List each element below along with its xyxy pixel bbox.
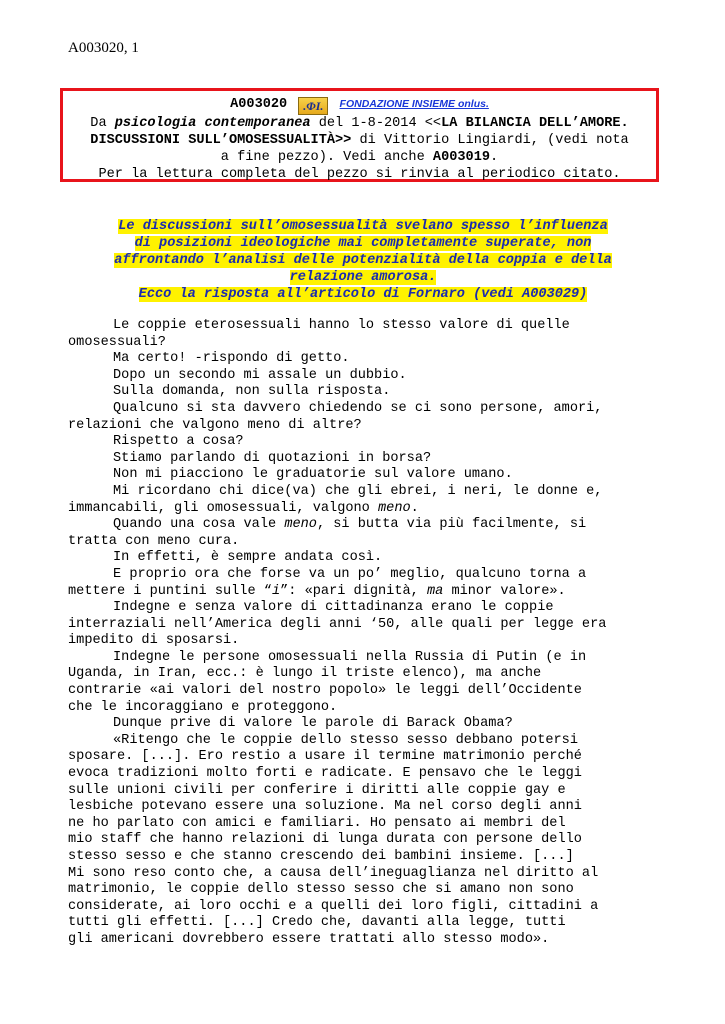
header-line-1: [63, 96, 656, 115]
quote-line: lesbiche potevano essere una soluzione. Ma nel corso degli anni: [68, 799, 582, 815]
body-line: Ma certo! -rispondo di getto.: [113, 351, 350, 367]
header-date: del 1-8-2014 <<: [310, 116, 442, 131]
body-line: contrarie «ai valori del nostro popolo» le leggi dell’Occidente: [68, 683, 582, 699]
quote-line: «Ritengo che le coppie dello stesso sesso debbano potersi: [113, 732, 578, 748]
body-line: Uganda, in Iran, ecc.: è lungo il triste elenco), ma anche: [68, 666, 542, 682]
header-text: Da: [90, 116, 115, 131]
body-line: Le coppie eterosessuali hanno lo stesso valore di quelle: [113, 318, 570, 333]
foundation-logo-icon: .ΦI.: [298, 97, 328, 115]
body-line: Mi ricordano chi dice(va) che gli ebrei, i neri, le donne e,: [113, 483, 603, 499]
body-italic-run: meno: [378, 500, 411, 516]
related-document-ref: A003019: [432, 150, 491, 165]
body-line: tratta con meno cura.: [68, 533, 240, 549]
body-text-run: , si butta via più facilmente, si: [316, 517, 587, 533]
header-text: a fine pezzo). Vedi anche: [220, 150, 433, 165]
body-line: Dunque prive di valore le parole di Barack Obama?: [113, 716, 513, 732]
header-line-5: Per la lettura completa del pezzo si rinvia al periodico citato.: [98, 167, 621, 182]
body-line: Sulla domanda, non sulla risposta.: [113, 384, 391, 400]
body-text-run: ”: «pari dignità,: [280, 583, 427, 599]
body-italic-run: meno: [284, 517, 317, 533]
header-line-4: [63, 149, 656, 166]
article-title-part-1: LA BILANCIA DELL’AMORE.: [441, 116, 629, 131]
body-italic-run: ma: [426, 583, 444, 599]
body-line: In effetti, è sempre andata così.: [113, 550, 383, 566]
body-text-run: immancabili, gli omosessuali, valgono: [68, 500, 378, 516]
body-line: E proprio ora che forse va un po’ meglio, qualcuno torna a: [113, 566, 587, 582]
header-line-3: [63, 132, 656, 149]
quote-line: mio staff che hanno relazioni di lunga durata con persone dello: [68, 832, 582, 848]
body-line: Rispetto a cosa?: [113, 434, 244, 450]
quote-line: sulle unioni civili per conferire i diritti alle coppie gay e: [68, 782, 566, 798]
quote-line: sposare. [...]. Ero restio a usare il termine matrimonio perché: [68, 749, 582, 765]
body-text-run: Quando una cosa vale: [113, 517, 285, 533]
quote-line: gli americani dovrebbero essere trattati allo stesso modo».: [68, 931, 550, 947]
body-text-run: mettere i puntini sulle “: [68, 583, 272, 599]
abstract-highlight: [60, 218, 666, 303]
abstract-line: Le discussioni sull’omosessualità svelano spesso l’influenza: [118, 219, 608, 234]
body-line: Dopo un secondo mi assale un dubbio.: [113, 367, 407, 383]
body-line: Indegne le persone omosessuali nella Russia di Putin (e in: [113, 649, 587, 665]
article-title-part-2: DISCUSSIONI SULL’OMOSESSUALITÀ>>: [90, 133, 352, 148]
body-line: Qualcuno si sta davvero chiedendo se ci sono persone, amori,: [113, 400, 603, 416]
source-periodical: psicologia contemporanea: [114, 116, 311, 131]
body-line: [68, 517, 668, 534]
quote-line: matrimonio, le coppie dello stesso sesso che si amano non sono: [68, 882, 574, 898]
body-line: interraziali nell’America degli anni ‘50, alle quali per legge era: [68, 616, 607, 632]
body-italic-run: i: [271, 583, 281, 599]
document-header-box: [60, 88, 659, 182]
abstract-line: relazione amorosa.: [289, 270, 437, 285]
body-line: relazioni che valgono meno di altre?: [68, 417, 362, 433]
article-author: di Vittorio Lingiardi, (vedi nota: [351, 133, 629, 148]
quote-line: tutti gli effetti. [...] Credo che, davanti alla legge, tutti: [68, 915, 566, 931]
header-text: .: [490, 150, 499, 165]
body-line: [68, 501, 668, 518]
quote-line: Mi sono reso conto che, a causa dell’ineguaglianza nel diritto al: [68, 865, 599, 881]
body-text-run: minor valore».: [443, 583, 566, 599]
quote-line: ne ho parlato con amici e familiari. Ho pensato ai membri del: [68, 815, 566, 831]
abstract-line: affrontando l’analisi delle potenzialità della coppia e della: [114, 253, 612, 268]
page-reference: A003020, 1: [68, 40, 139, 56]
body-line: Stiamo parlando di quotazioni in borsa?: [113, 450, 432, 466]
quote-line: evoca tradizioni molto forti e radicate. E pensavo che le leggi: [68, 766, 582, 782]
body-line: Indegne e senza valore di cittadinanza erano le coppie: [113, 600, 554, 616]
abstract-line: di posizioni ideologiche mai completamente superate, non: [134, 236, 592, 251]
body-text-run: .: [410, 500, 419, 516]
body-line: omosessuali?: [68, 334, 166, 350]
article-body: [68, 318, 668, 949]
foundation-link[interactable]: FONDAZIONE INSIEME onlus.: [339, 98, 489, 110]
body-line: che le incoraggiano e proteggono.: [68, 699, 338, 715]
header-line-2: [63, 115, 656, 132]
body-line: impedito di sposarsi.: [68, 633, 240, 649]
body-line: [68, 584, 668, 601]
quote-line: considerate, ai loro occhi e a quelli dei loro figli, cittadini a: [68, 898, 599, 914]
quote-line: stesso sesso e che stanno crescendo dei bambini insieme. [...]: [68, 849, 574, 864]
document-code: A003020: [230, 97, 288, 112]
abstract-reference-line: Ecco la risposta all’articolo di Fornaro (vedi A003029): [138, 287, 588, 302]
body-line: Non mi piacciono le graduatorie sul valore umano.: [113, 467, 513, 483]
